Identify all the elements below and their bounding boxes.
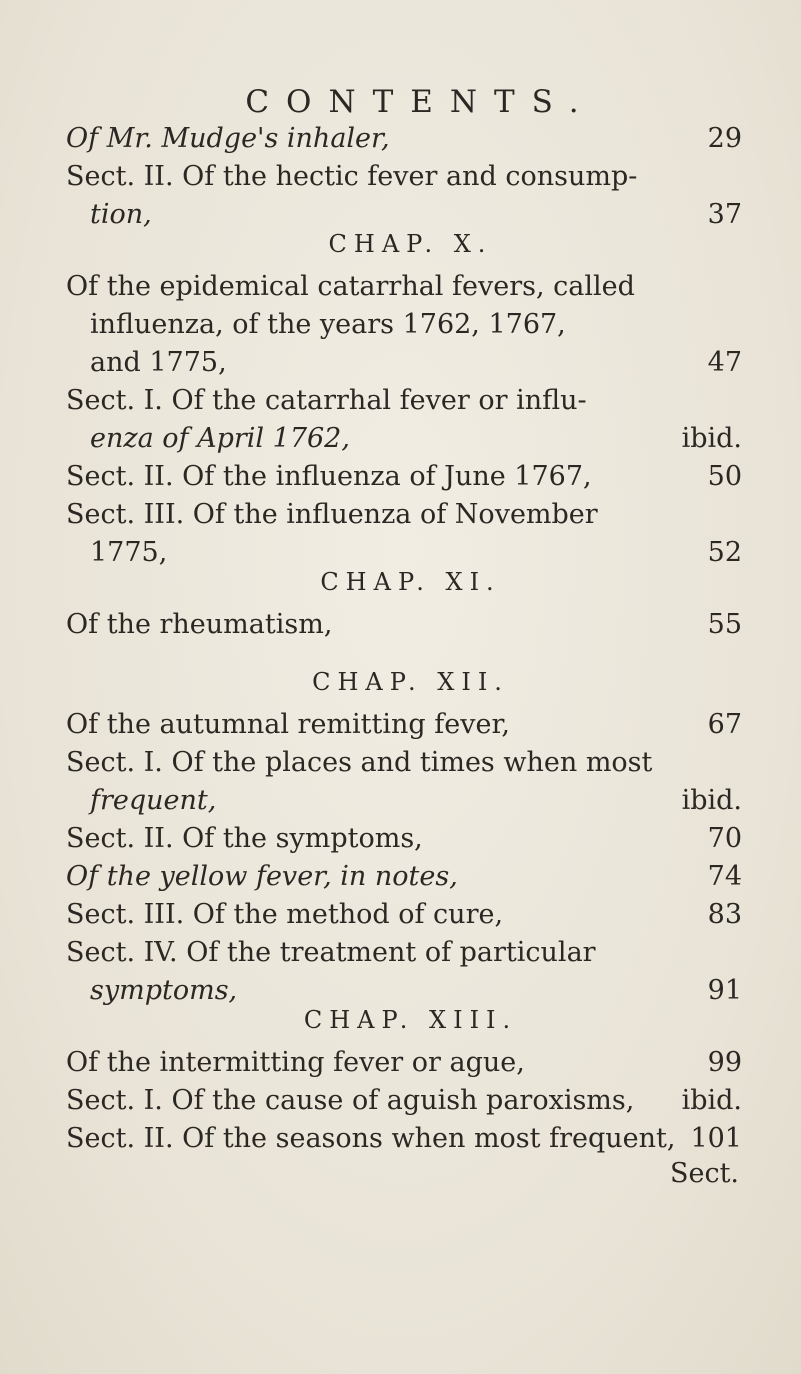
toc-entry <box>66 1044 742 1082</box>
entry-title-cont: symptoms, <box>90 975 238 1006</box>
entry-page: 67 <box>707 709 742 740</box>
entry-title: Of the autumnal remitting fever, <box>66 709 510 740</box>
entry-title: Sect. II. Of the symptoms, <box>66 823 423 854</box>
entry-page: ibid. <box>681 785 742 816</box>
entry-title: Sect. II. Of the influenza of June 1767, <box>66 461 592 492</box>
entry-page: 99 <box>707 1047 742 1078</box>
entry-title: Sect. I. Of the catarrhal fever or influ- <box>66 385 587 416</box>
chapter-heading: CHAP. XIII. <box>303 1006 518 1034</box>
entry-title: Sect. III. Of the method of cure, <box>66 899 504 930</box>
entry-title-cont: 1775, <box>90 537 168 568</box>
toc-entry <box>66 706 742 744</box>
entry-title-cont: enza of April 1762, <box>90 423 350 454</box>
entry-page: ibid. <box>681 1085 742 1116</box>
toc-entry <box>66 382 742 458</box>
toc-entry <box>66 934 742 1010</box>
toc-entry <box>66 1120 742 1158</box>
catchword: Sect. <box>669 1158 739 1189</box>
toc-entry <box>66 1082 742 1120</box>
entry-title: Sect. I. Of the cause of aguish paroxisms, <box>66 1085 635 1116</box>
entry-title: Of the epidemical catarrhal fevers, called <box>66 271 635 302</box>
toc-entry <box>66 820 742 858</box>
toc-entry <box>66 120 742 158</box>
entry-title-cont: frequent, <box>90 785 217 816</box>
chapter-heading: CHAP. X. <box>328 230 493 258</box>
entry-title: Of Mr. Mudge's inhaler, <box>66 123 390 154</box>
entry-title-cont: and 1775, <box>90 347 227 378</box>
entry-page: 70 <box>707 823 742 854</box>
entry-page: 101 <box>690 1123 742 1154</box>
toc-entry <box>66 606 742 644</box>
toc-entry <box>66 158 742 234</box>
toc-entry <box>66 744 742 820</box>
toc-entry <box>66 858 742 896</box>
entry-title: Sect. IV. Of the treatment of particular <box>66 937 596 968</box>
entry-title-cont: influenza, of the years 1762, 1767, <box>90 309 566 340</box>
entry-page: 52 <box>707 537 742 568</box>
entry-page: 47 <box>707 347 742 378</box>
entry-page: 83 <box>707 899 742 930</box>
entry-page: 29 <box>707 123 742 154</box>
entry-page: 55 <box>707 609 742 640</box>
chapter-heading: CHAP. XII. <box>312 668 509 696</box>
entry-title: Sect. II. Of the seasons when most frequent, <box>66 1123 676 1154</box>
toc-entry <box>66 896 742 934</box>
chapter-heading: CHAP. XI. <box>320 568 501 596</box>
entry-title: Of the intermitting fever or ague, <box>66 1047 525 1078</box>
entry-title: Sect. III. Of the influenza of November <box>66 499 598 530</box>
entry-title: Sect. II. Of the hectic fever and consump- <box>66 161 638 192</box>
entry-title: Of the rheumatism, <box>66 609 333 640</box>
toc-entry <box>66 496 742 572</box>
entry-title: Sect. I. Of the places and times when most <box>66 747 653 778</box>
entry-page: 74 <box>707 861 742 892</box>
entry-page: 91 <box>707 975 742 1006</box>
entry-title: Of the yellow fever, in notes, <box>66 861 458 892</box>
toc-entry <box>66 268 742 382</box>
entry-page: 50 <box>707 461 742 492</box>
toc-entry <box>66 458 742 496</box>
entry-title-cont: tion, <box>90 199 152 230</box>
entry-page: 37 <box>707 199 742 230</box>
page-header: CONTENTS. <box>245 84 596 120</box>
entry-page: ibid. <box>681 423 742 454</box>
